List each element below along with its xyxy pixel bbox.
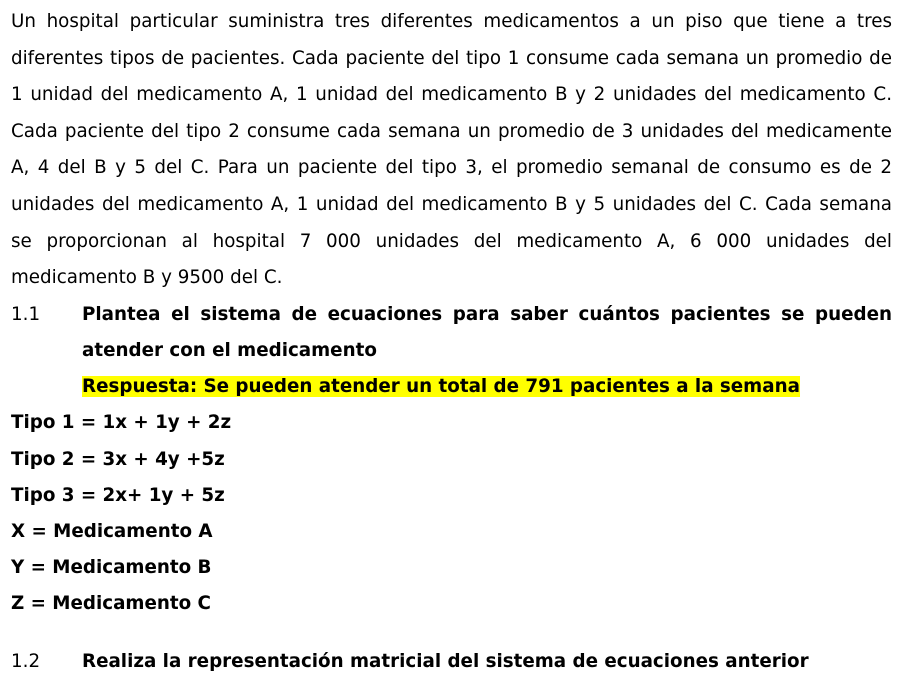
equation-tipo-2: Tipo 2 = 3x + 4y +5z [11,448,225,470]
answer-line [82,369,892,405]
variable-z-definition: Z = Medicamento C [11,593,211,615]
paragraph-spacer [11,623,892,644]
variable-x-definition: X = Medicamento A [11,520,213,542]
question-text: Plantea el sistema de ecuaciones para saber cuántos pacientes se pueden atender con el medicamento [82,303,892,361]
question-1-2 [11,644,892,680]
question-1-1 [11,297,892,369]
question-text: Realiza la representación matricial del sistema de ecuaciones anterior [82,650,809,672]
problem-statement: Un hospital particular suministra tres diferentes medicamentos a un piso que tiene a tres diferentes tipos de pacientes. Cada paciente del tipo 1 consume cada semana un promedio de 1 unidad del medicamento A, 1 unidad del medicamento B y 2 unidades del medicamento C. Cada paciente del tipo 2 consume cada semana un promedio de 3 unidades del medicamente A, 4 del B y 5 del C. Para un paciente del tipo 3, el promedio semanal de consumo es de 2 unidades del medicamento A, 1 unidad del medicamento B y 5 unidades del C. Cada semana se proporcionan al hospital 7 000 unidades del medicamento A, 6 000 unidades del medicamento B y 9500 del C. [11,11,892,289]
variable-y-definition: Y = Medicamento B [11,557,212,579]
equation-tipo-1: Tipo 1 = 1x + 1y + 2z [11,412,232,434]
highlighted-answer: Respuesta: Se pueden atender un total de 791 pacientes a la semana [82,376,800,398]
question-number: 1.1 [11,303,41,325]
question-number: 1.2 [11,650,41,672]
equation-tipo-3: Tipo 3 = 2x+ 1y + 5z [11,484,225,506]
